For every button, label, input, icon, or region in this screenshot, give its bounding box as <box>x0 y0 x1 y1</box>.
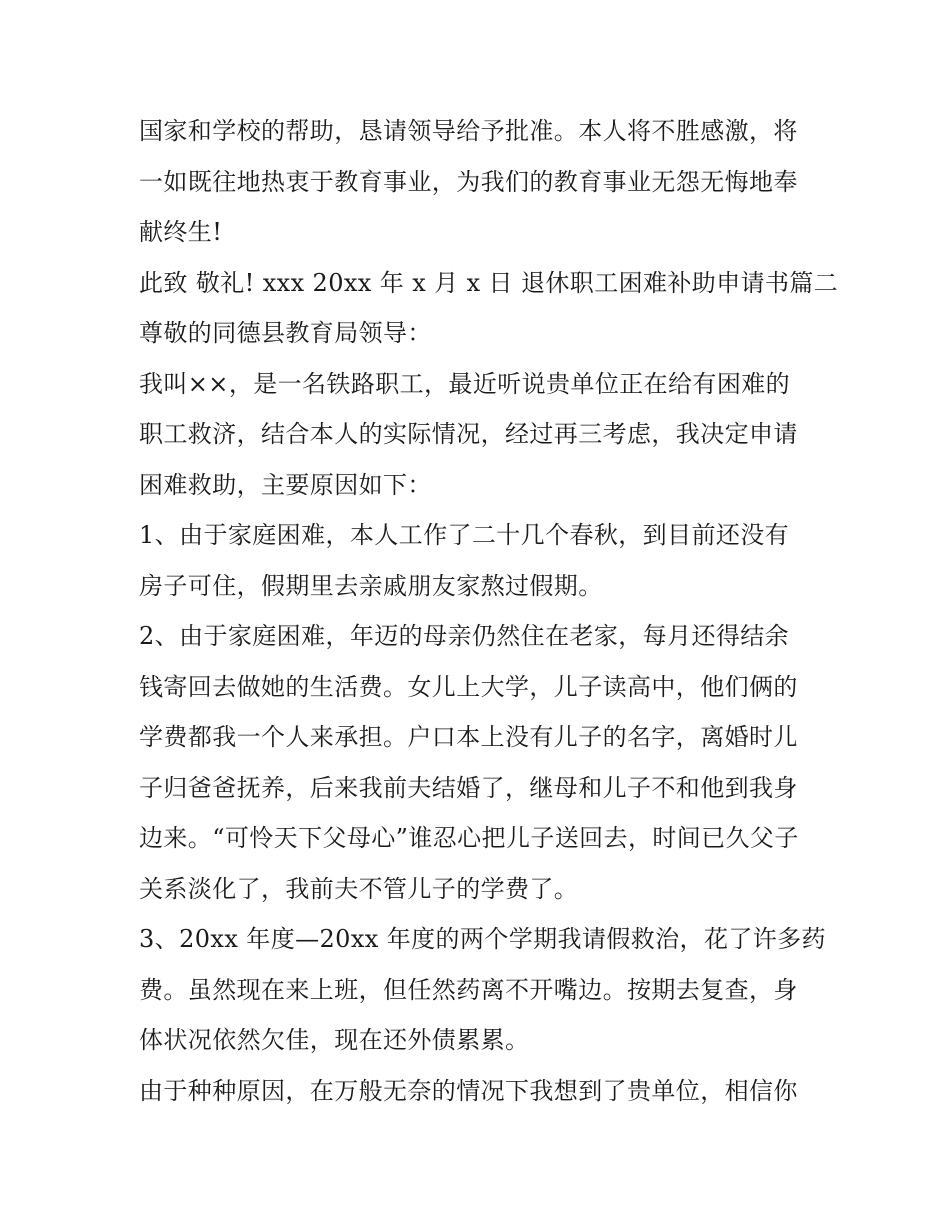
document-body <box>139 106 839 1116</box>
text-line: 献终生! <box>139 218 223 246</box>
text-line: 子归爸爸抚养，后来我前夫结婚了，继母和儿子不和他到我身 <box>139 773 798 802</box>
paragraph-reason-1 <box>139 510 819 611</box>
text-line: 一如既往地热衷于教育事业，为我们的教育事业无怨无悔地奉 <box>139 167 798 196</box>
text-line: 2、由于家庭困难，年迈的母亲仍然住在老家，每月还得结余 <box>139 622 790 650</box>
paragraph-conclusion <box>139 1066 819 1117</box>
text-line: 费。虽然现在来上班，但任然药离不开嘴边。按期去复查，身 <box>139 975 798 1004</box>
text-line: 关系淡化了，我前夫不管儿子的学费了。 <box>139 874 579 903</box>
text-line: 1、由于家庭困难，本人工作了二十几个春秋，到目前还没有 <box>139 521 790 549</box>
text-line: 体状况依然欠佳，现在还外债累累。 <box>139 1026 530 1054</box>
text-line: 尊敬的同德县教育局领导： <box>139 319 432 347</box>
text-line: 3、20xx 年度—20xx 年度的两个学期我请假救治，花了许多药 <box>139 925 826 953</box>
text-line: 由于种种原因，在万般无奈的情况下我想到了贵单位，相信你 <box>139 1076 798 1105</box>
paragraph-salutation <box>139 258 839 359</box>
paragraph-introduction <box>139 359 819 511</box>
paragraph-reason-2 <box>139 611 819 914</box>
text-line: 边来。“可怜天下父母心”谁忍心把儿子送回去，时间已久父子 <box>139 824 799 852</box>
text-line: 学费都我一个人来承担。户口本上没有儿子的名字，离婚时儿 <box>139 723 798 751</box>
text-line: 困难救助，主要原因如下： <box>139 470 432 499</box>
text-line: 我叫××，是一名铁路职工，最近听说贵单位正在给有困难的 <box>139 369 791 398</box>
paragraph-reason-3 <box>139 914 826 1066</box>
text-line: 房子可住，假期里去亲戚朋友家熬过假期。 <box>139 571 603 600</box>
text-line: 职工救济，结合本人的实际情况，经过再三考虑，我决定申请 <box>139 420 798 448</box>
paragraph-closing-request <box>139 106 819 258</box>
text-line: 国家和学校的帮助，恳请领导给予批准。本人将不胜感激，将 <box>139 117 798 145</box>
text-line: 此致 敬礼! xxx 20xx 年 x 月 x 日 退休职工困难补助申请书篇二 <box>139 268 839 297</box>
text-line: 钱寄回去做她的生活费。女儿上大学，儿子读高中，他们俩的 <box>139 672 798 701</box>
